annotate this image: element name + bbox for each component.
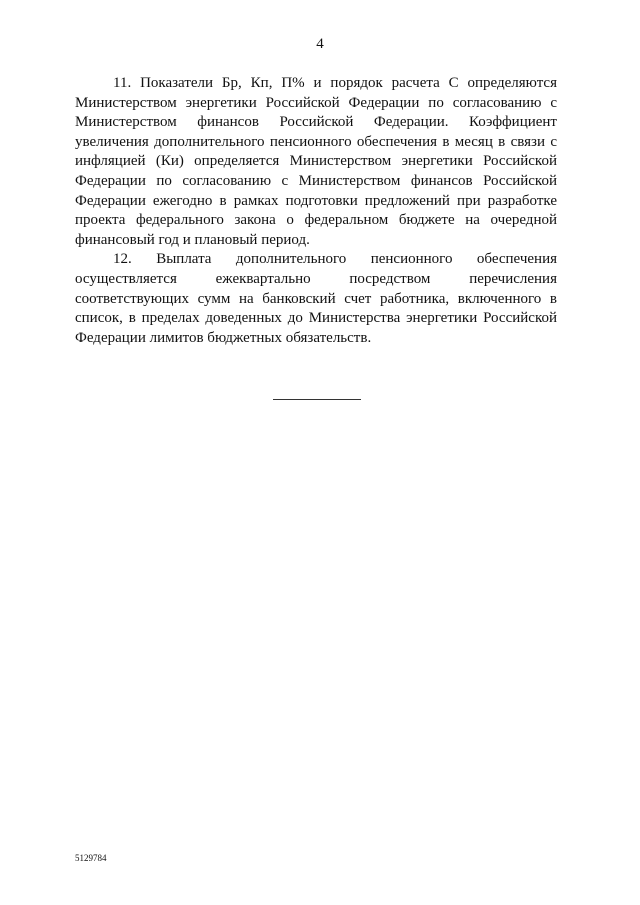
document-body bbox=[75, 74, 557, 348]
paragraph-12: 12. Выплата дополнительного пенсионного обеспечения осуществляется ежеквартально посредством перечисления соответствующих сумм на банковский счет работника, включенного в список, в пределах доведенных до Министерства энергетики Российской Федерации лимитов бюджетных обязательств. bbox=[75, 251, 557, 346]
page-number: 4 bbox=[316, 36, 324, 52]
document-id: 5129784 bbox=[75, 853, 107, 863]
paragraph-11: 11. Показатели Бр, Кп, П% и порядок расчета С определяются Министерством энергетики Российской Федерации по согласованию с Министерством финансов Российской Федерации. Коэффициент увеличения дополнительного пенсионного обеспечения в месяц в связи с инфляцией (Ки) определяется Министерством энергетики Российской Федерации по согласованию с Министерством финансов Российской Федерации ежегодно в рамках подготовки предложений при разработке проекта федерального закона о федеральном бюджете на очередной финансовый год и плановый период. bbox=[75, 75, 557, 248]
end-divider bbox=[273, 399, 361, 400]
